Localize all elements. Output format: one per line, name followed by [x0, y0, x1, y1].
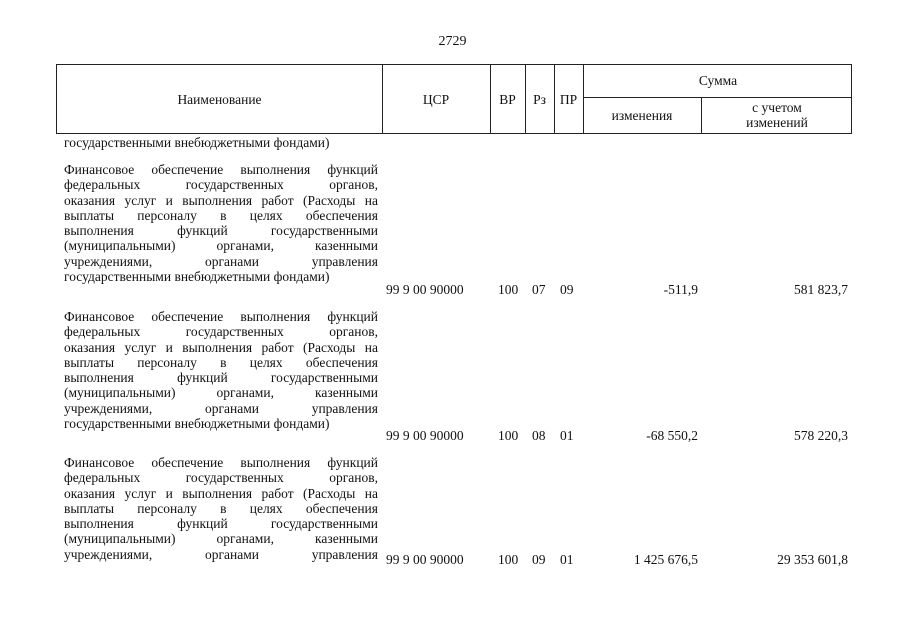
row-name-line: выполнения функций государственными: [64, 223, 378, 239]
row-name-line: (муниципальными) органами, казенными: [64, 385, 378, 401]
row-rz: 09: [532, 552, 546, 567]
header-sum: Сумма: [698, 73, 738, 88]
continuation-text: государственными внебюджетными фондами): [64, 135, 330, 150]
row-name: [64, 162, 378, 284]
row-name-line: государственными внебюджетными фондами): [64, 416, 330, 432]
header-changes: изменения: [611, 108, 673, 123]
header-vr: ВР: [499, 92, 516, 107]
row-pr: 01: [560, 428, 574, 443]
row-total: 581 823,7: [794, 282, 848, 297]
row-name-line: выплаты персоналу в целях обеспечения: [64, 354, 378, 370]
header-name: Наименование: [177, 92, 262, 107]
row-pr: 01: [560, 552, 574, 567]
row-vr: 100: [498, 552, 519, 567]
row-name-line: федеральных государственных органов,: [64, 177, 378, 193]
row-total: 578 220,3: [794, 428, 848, 443]
row-csr: 99 9 00 90000: [386, 428, 464, 443]
header-divider: [583, 97, 851, 98]
row-name-line: Финансовое обеспечение выполнения функций: [64, 455, 378, 470]
header-with-changes-2: изменений: [746, 115, 808, 130]
row-rz: 07: [532, 282, 546, 297]
row-name: [64, 309, 378, 431]
row-change: -511,9: [663, 282, 698, 297]
header-csr: ЦСР: [422, 92, 450, 107]
row-name-line: оказания услуг и выполнения работ (Расходы на: [64, 485, 378, 501]
row-name-line: федеральных государственных органов,: [64, 324, 378, 340]
header-pr: ПР: [559, 92, 578, 107]
row-name-line: учреждениями, органами управления: [64, 400, 378, 416]
row-name-line: государственными внебюджетными фондами): [64, 269, 330, 285]
row-name-line: учреждениями, органами управления: [64, 253, 378, 269]
row-name-line: (муниципальными) органами, казенными: [64, 531, 378, 547]
row-name-line: учреждениями, органами управления: [64, 546, 378, 562]
row-csr: 99 9 00 90000: [386, 552, 464, 567]
row-name-line: Финансовое обеспечение выполнения функций: [64, 162, 378, 177]
header-with-changes-1: с учетом: [752, 100, 802, 115]
row-name: [64, 455, 378, 562]
row-name-line: федеральных государственных органов,: [64, 470, 378, 486]
row-csr: 99 9 00 90000: [386, 282, 464, 297]
row-name-line: (муниципальными) органами, казенными: [64, 238, 378, 254]
row-rz: 08: [532, 428, 546, 443]
row-name-line: выполнения функций государственными: [64, 370, 378, 386]
row-vr: 100: [498, 282, 519, 297]
row-total: 29 353 601,8: [777, 552, 848, 567]
header-rz: Рз: [533, 92, 546, 107]
row-vr: 100: [498, 428, 519, 443]
page-number: 2729: [438, 34, 467, 49]
row-name-line: выплаты персоналу в целях обеспечения: [64, 207, 378, 223]
table-header: [56, 64, 852, 134]
row-change: 1 425 676,5: [633, 552, 698, 567]
row-name-line: оказания услуг и выполнения работ (Расходы на: [64, 192, 378, 208]
row-pr: 09: [560, 282, 574, 297]
row-name-line: выплаты персоналу в целях обеспечения: [64, 500, 378, 516]
row-change: -68 550,2: [646, 428, 698, 443]
row-name-line: выполнения функций государственными: [64, 516, 378, 532]
row-name-line: оказания услуг и выполнения работ (Расходы на: [64, 339, 378, 355]
row-name-line: Финансовое обеспечение выполнения функций: [64, 309, 378, 324]
